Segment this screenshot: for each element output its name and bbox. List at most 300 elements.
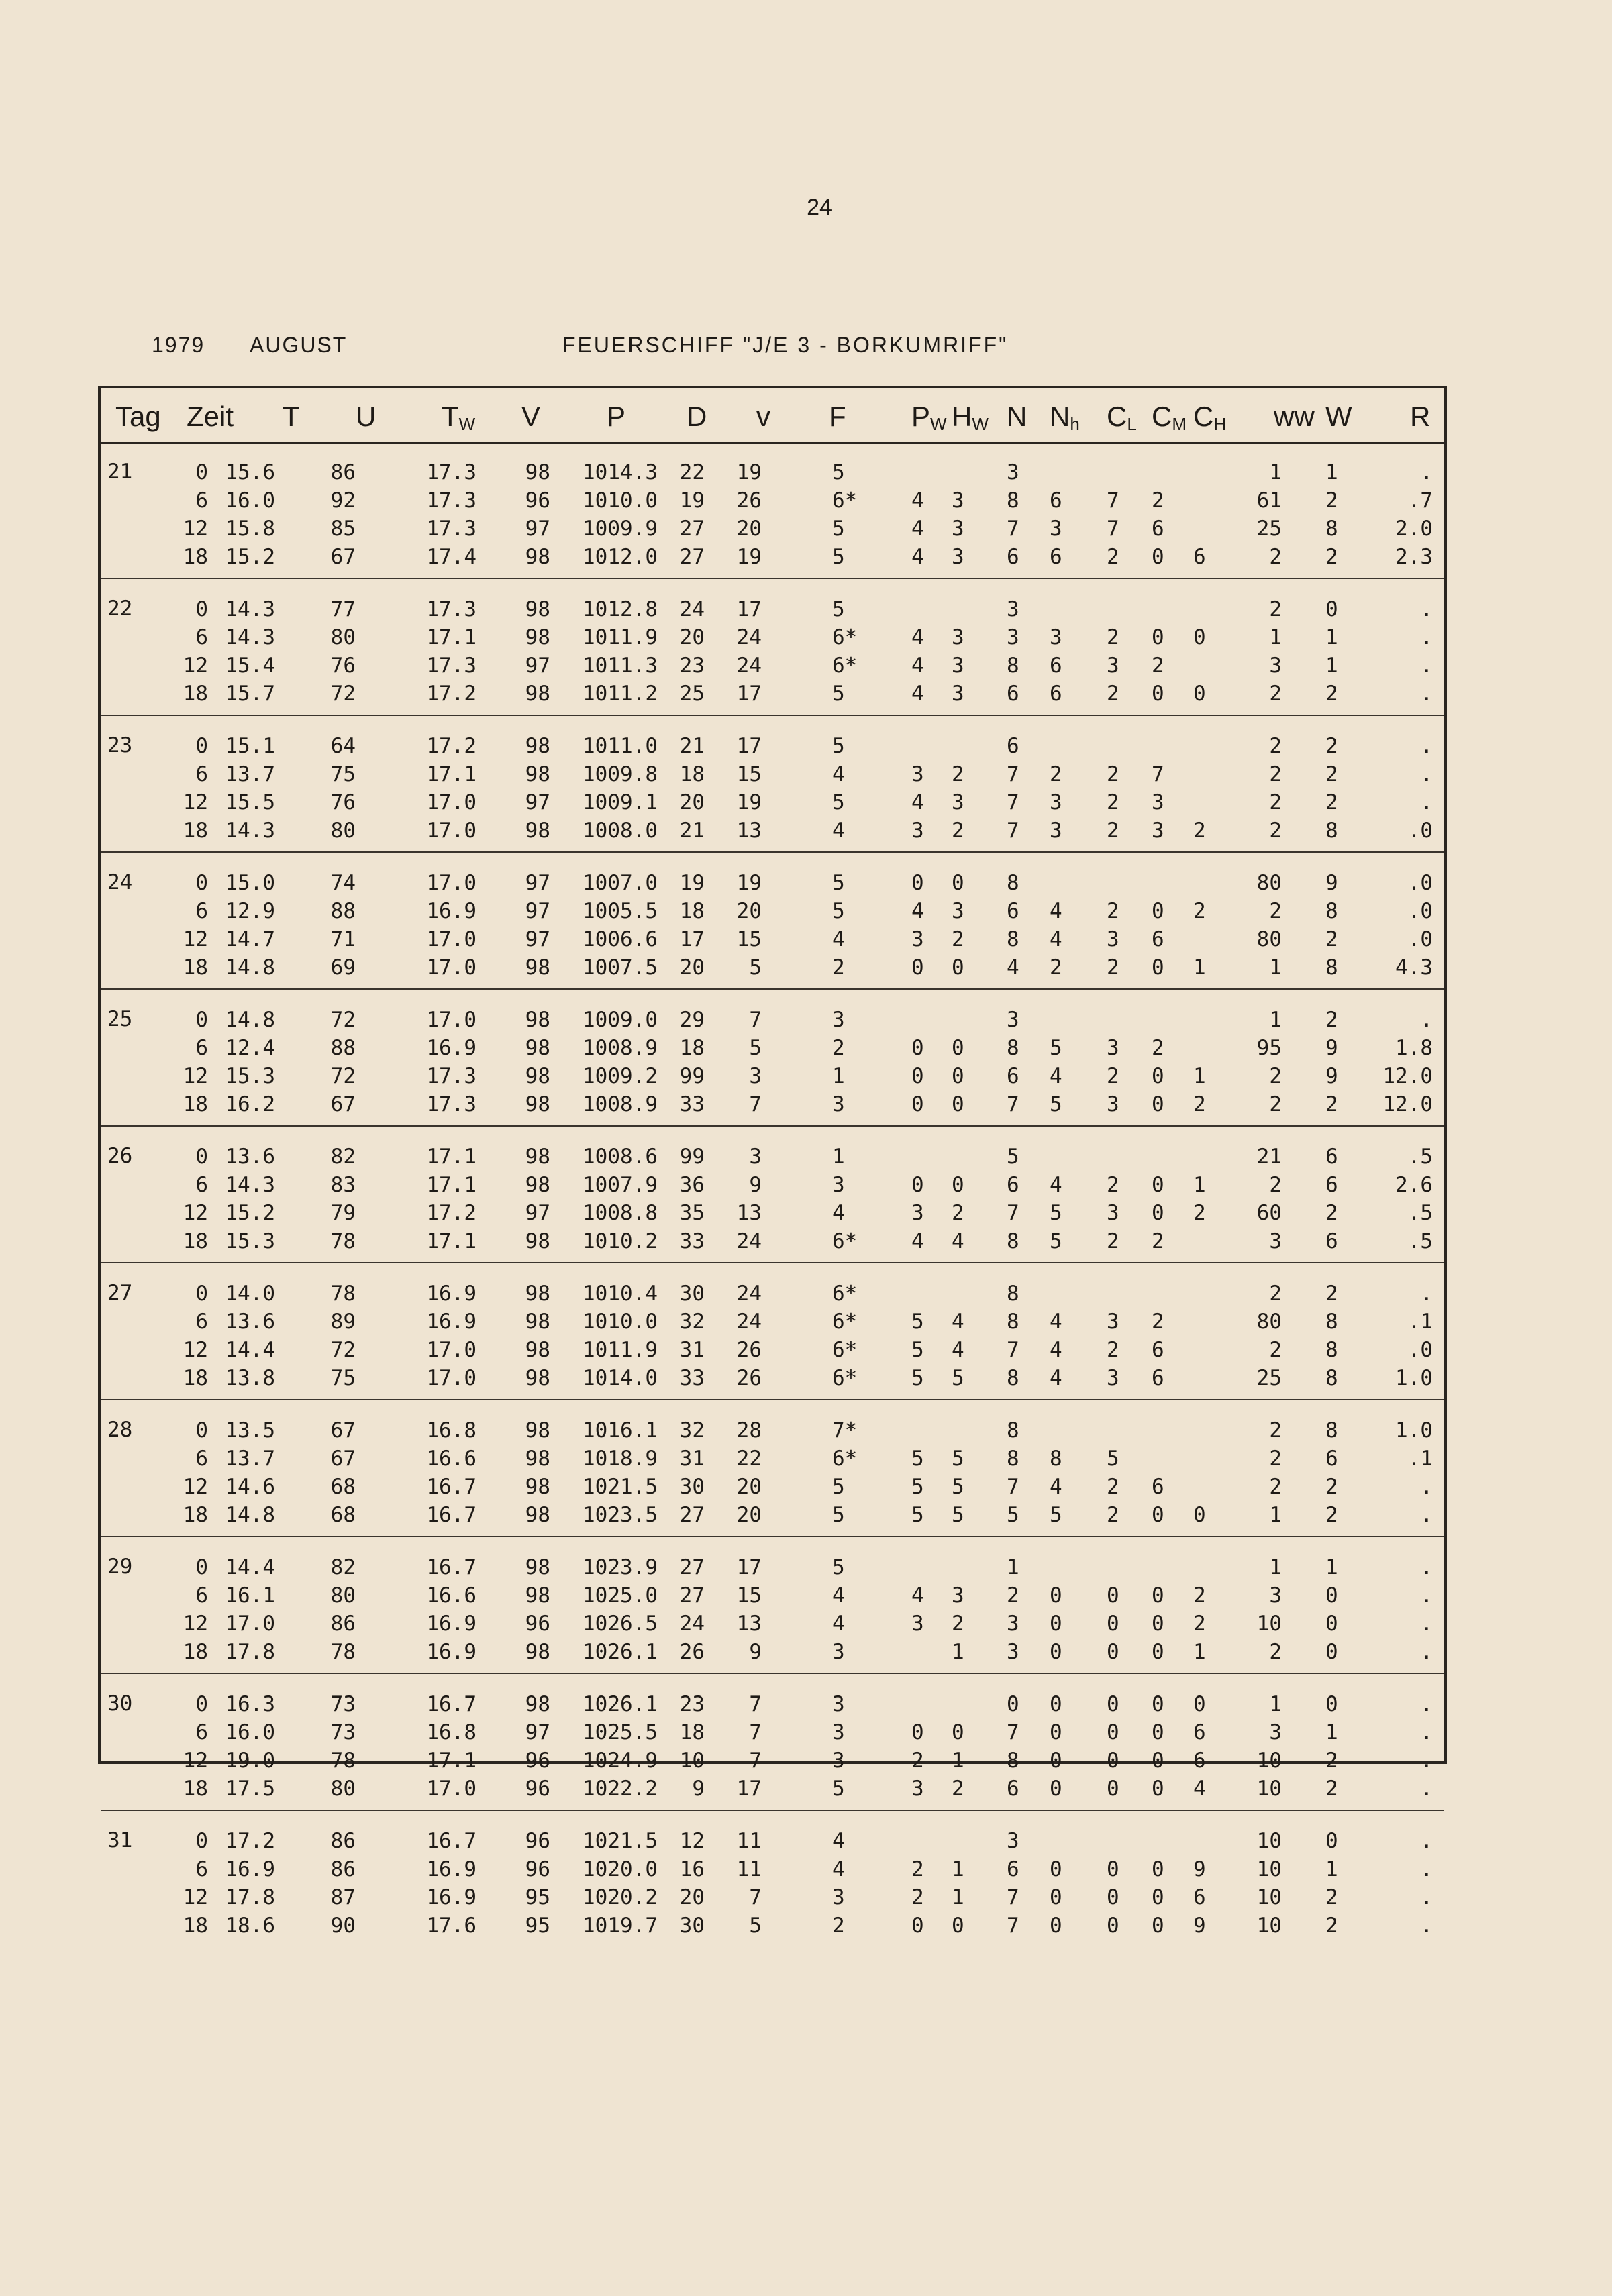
table-row: 0 15.1 64 17.2 98 1011.0 21 17 5 6 2 2 . — [101, 732, 1444, 760]
cell-U: 72 — [330, 1064, 356, 1088]
cell-V: 96 — [525, 1829, 550, 1853]
cell-ww: 2 — [1269, 545, 1282, 569]
cell-Tw: 17.1 — [426, 1749, 476, 1773]
cell-ww: 10 — [1256, 1914, 1282, 1938]
cell-ww: 2 — [1269, 1418, 1282, 1443]
cell-D: 23 — [679, 1692, 705, 1716]
cell-P: 1014.0 — [583, 1366, 658, 1390]
page-number: 24 — [807, 195, 832, 220]
cell-D: 27 — [679, 1583, 705, 1608]
cell-ww: 2 — [1269, 597, 1282, 621]
cell-V: 98 — [525, 460, 550, 484]
cell-ww: 60 — [1256, 1201, 1282, 1225]
table-row: 12 15.8 85 17.3 97 1009.9 27 20 5 4 3 7 3 7 6 25 8 2.0 — [101, 515, 1444, 543]
cell-zeit: 12 — [183, 1885, 208, 1910]
cell-P: 1008.6 — [583, 1145, 658, 1169]
cell-P: 1008.0 — [583, 819, 658, 843]
table-row: 12 15.5 76 17.0 97 1009.1 20 19 5 4 3 7 3 2 3 2 2 . — [101, 788, 1444, 817]
cell-D: 99 — [679, 1145, 705, 1169]
cell-zeit: 6 — [195, 1447, 208, 1471]
cell-v: 26 — [736, 1338, 762, 1362]
cell-zeit: 6 — [195, 1036, 208, 1060]
cell-zeit: 0 — [195, 597, 208, 621]
cell-R: . — [1420, 1612, 1433, 1636]
cell-P: 1019.7 — [583, 1914, 658, 1938]
cell-U: 74 — [330, 871, 356, 895]
cell-Tw: 17.1 — [426, 762, 476, 786]
cell-P: 1018.9 — [583, 1447, 658, 1471]
table-row: 6 16.0 92 17.3 96 1010.0 19 26 6* 4 3 8 6 7 2 61 2 .7 — [101, 486, 1444, 515]
cell-D: 30 — [679, 1282, 705, 1306]
cell-Tw: 17.3 — [426, 460, 476, 484]
cell-V: 98 — [525, 1229, 550, 1253]
day-label: 29 — [107, 1555, 133, 1579]
cell-v: 24 — [736, 1310, 762, 1334]
cell-zeit: 12 — [183, 1475, 208, 1499]
cell-T: 14.4 — [225, 1555, 275, 1579]
cell-R: .5 — [1407, 1201, 1433, 1225]
cell-ww: 1 — [1269, 1692, 1282, 1716]
day-group — [101, 1263, 1444, 1400]
table-row: 6 12.4 88 16.9 98 1008.9 18 5 2 0 0 8 5 3 2 95 9 1.8 — [101, 1034, 1444, 1062]
cell-T: 13.7 — [225, 1447, 275, 1471]
cell-zeit: 12 — [183, 517, 208, 541]
cell-D: 18 — [679, 1720, 705, 1744]
cell-R: 1.0 — [1395, 1418, 1433, 1443]
cell-D: 23 — [679, 654, 705, 678]
cell-U: 79 — [330, 1201, 356, 1225]
cell-zeit: 18 — [183, 1914, 208, 1938]
day-group — [101, 1674, 1444, 1811]
cell-v: 24 — [736, 1229, 762, 1253]
cell-T: 14.8 — [225, 1503, 275, 1527]
cell-zeit: 6 — [195, 762, 208, 786]
cell-D: 31 — [679, 1338, 705, 1362]
cell-R: . — [1420, 1692, 1433, 1716]
cell-T: 15.2 — [225, 545, 275, 569]
cell-v: 20 — [736, 1475, 762, 1499]
cell-D: 29 — [679, 1008, 705, 1032]
cell-v: 20 — [736, 899, 762, 923]
cell-V: 98 — [525, 625, 550, 649]
cell-T: 15.0 — [225, 871, 275, 895]
cell-v: 3 — [749, 1145, 762, 1169]
day-group — [101, 1537, 1444, 1674]
cell-V: 97 — [525, 927, 550, 951]
cell-U: 67 — [330, 1418, 356, 1443]
cell-D: 31 — [679, 1447, 705, 1471]
table-row: 18 17.5 80 17.0 96 1022.2 9 17 5 3 2 6 0 0 0 4 10 2 . — [101, 1775, 1444, 1803]
cell-Tw: 17.1 — [426, 1145, 476, 1169]
cell-R: . — [1420, 790, 1433, 815]
cell-R: .5 — [1407, 1145, 1433, 1169]
cell-T: 16.2 — [225, 1092, 275, 1116]
cell-V: 98 — [525, 1338, 550, 1362]
cell-Tw: 16.7 — [426, 1829, 476, 1853]
cell-v: 19 — [736, 871, 762, 895]
cell-V: 98 — [525, 734, 550, 758]
cell-T: 12.9 — [225, 899, 275, 923]
cell-P: 1011.3 — [583, 654, 658, 678]
cell-V: 98 — [525, 1092, 550, 1116]
cell-U: 80 — [330, 625, 356, 649]
table-row: 12 17.8 87 16.9 95 1020.2 20 7 3 2 1 7 0 0 0 6 10 2 . — [101, 1883, 1444, 1912]
cell-U: 67 — [330, 1447, 356, 1471]
cell-v: 7 — [749, 1749, 762, 1773]
cell-ww: 10 — [1256, 1749, 1282, 1773]
cell-U: 76 — [330, 790, 356, 815]
cell-R: . — [1420, 1503, 1433, 1527]
cell-Tw: 16.9 — [426, 1612, 476, 1636]
table-row: 18 18.6 90 17.6 95 1019.7 30 5 2 0 0 7 0 0 0 9 10 2 . — [101, 1912, 1444, 1940]
cell-v: 20 — [736, 517, 762, 541]
cell-P: 1008.8 — [583, 1201, 658, 1225]
cell-v: 7 — [749, 1008, 762, 1032]
cell-V: 98 — [525, 1447, 550, 1471]
cell-V: 98 — [525, 1282, 550, 1306]
cell-P: 1010.0 — [583, 1310, 658, 1334]
cell-v: 15 — [736, 762, 762, 786]
cell-T: 14.3 — [225, 597, 275, 621]
cell-Tw: 17.1 — [426, 1173, 476, 1197]
cell-U: 73 — [330, 1720, 356, 1744]
cell-v: 5 — [749, 1914, 762, 1938]
cell-v: 26 — [736, 488, 762, 513]
cell-D: 10 — [679, 1749, 705, 1773]
cell-P: 1010.0 — [583, 488, 658, 513]
cell-zeit: 6 — [195, 1583, 208, 1608]
cell-zeit: 6 — [195, 625, 208, 649]
cell-zeit: 18 — [183, 1229, 208, 1253]
cell-Tw: 17.3 — [426, 654, 476, 678]
cell-Tw: 17.2 — [426, 682, 476, 706]
cell-P: 1008.9 — [583, 1092, 658, 1116]
day-label: 23 — [107, 733, 133, 758]
cell-Tw: 16.6 — [426, 1583, 476, 1608]
cell-v: 17 — [736, 682, 762, 706]
day-label: 21 — [107, 460, 133, 484]
table-row: 6 14.3 80 17.1 98 1011.9 20 24 6* 4 3 3 3 2 0 0 1 1 . — [101, 623, 1444, 651]
cell-V: 98 — [525, 1008, 550, 1032]
cell-U: 80 — [330, 819, 356, 843]
table-row: 18 15.2 67 17.4 98 1012.0 27 19 5 4 3 6 6 2 0 6 2 2 2.3 — [101, 543, 1444, 571]
table-row: 6 13.7 67 16.6 98 1018.9 31 22 6* 5 5 8 8 5 2 6 .1 — [101, 1445, 1444, 1473]
cell-D: 99 — [679, 1064, 705, 1088]
cell-D: 18 — [679, 1036, 705, 1060]
cell-D: 21 — [679, 819, 705, 843]
cell-D: 35 — [679, 1201, 705, 1225]
cell-D: 20 — [679, 1885, 705, 1910]
cell-zeit: 18 — [183, 1092, 208, 1116]
cell-T: 19.0 — [225, 1749, 275, 1773]
cell-Tw: 17.2 — [426, 734, 476, 758]
cell-ww: 3 — [1269, 1229, 1282, 1253]
cell-V: 98 — [525, 1418, 550, 1443]
cell-Tw: 17.1 — [426, 1229, 476, 1253]
table-row: 6 16.1 80 16.6 98 1025.0 27 15 4 4 3 2 0 0 0 2 3 0 . — [101, 1581, 1444, 1610]
cell-D: 18 — [679, 899, 705, 923]
cell-P: 1022.2 — [583, 1777, 658, 1801]
cell-ww: 25 — [1256, 1366, 1282, 1390]
cell-T: 14.8 — [225, 955, 275, 980]
cell-zeit: 12 — [183, 1064, 208, 1088]
cell-V: 98 — [525, 1475, 550, 1499]
cell-zeit: 0 — [195, 1555, 208, 1579]
cell-V: 97 — [525, 899, 550, 923]
cell-zeit: 18 — [183, 819, 208, 843]
cell-R: .0 — [1407, 899, 1433, 923]
cell-V: 96 — [525, 1777, 550, 1801]
cell-zeit: 6 — [195, 1857, 208, 1881]
cell-R: 1.0 — [1395, 1366, 1433, 1390]
cell-U: 72 — [330, 1008, 356, 1032]
cell-R: .0 — [1407, 1338, 1433, 1362]
cell-P: 1009.2 — [583, 1064, 658, 1088]
cell-R: .1 — [1407, 1310, 1433, 1334]
day-label: 25 — [107, 1007, 133, 1031]
cell-D: 27 — [679, 1503, 705, 1527]
cell-ww: 3 — [1269, 654, 1282, 678]
table-row: 0 14.4 82 16.7 98 1023.9 27 17 5 1 1 1 . — [101, 1553, 1444, 1581]
cell-T: 17.0 — [225, 1612, 275, 1636]
cell-v: 13 — [736, 1612, 762, 1636]
cell-P: 1025.0 — [583, 1583, 658, 1608]
cell-D: 27 — [679, 1555, 705, 1579]
cell-P: 1011.9 — [583, 1338, 658, 1362]
cell-v: 5 — [749, 955, 762, 980]
cell-T: 16.0 — [225, 488, 275, 513]
cell-ww: 2 — [1269, 1447, 1282, 1471]
cell-D: 20 — [679, 955, 705, 980]
cell-zeit: 0 — [195, 1282, 208, 1306]
table-row: 12 14.4 72 17.0 98 1011.9 31 26 6* 5 4 7 4 2 6 2 8 .0 — [101, 1336, 1444, 1364]
cell-ww: 10 — [1256, 1829, 1282, 1853]
cell-P: 1007.9 — [583, 1173, 658, 1197]
cell-U: 82 — [330, 1555, 356, 1579]
cell-P: 1023.5 — [583, 1503, 658, 1527]
cell-U: 68 — [330, 1475, 356, 1499]
cell-Tw: 16.7 — [426, 1475, 476, 1499]
cell-zeit: 0 — [195, 871, 208, 895]
cell-T: 14.4 — [225, 1338, 275, 1362]
cell-T: 15.7 — [225, 682, 275, 706]
cell-R: . — [1420, 734, 1433, 758]
cell-P: 1011.9 — [583, 625, 658, 649]
cell-U: 67 — [330, 545, 356, 569]
cell-Tw: 17.0 — [426, 1777, 476, 1801]
cell-D: 27 — [679, 517, 705, 541]
cell-R: .0 — [1407, 927, 1433, 951]
cell-U: 64 — [330, 734, 356, 758]
day-label: 22 — [107, 596, 133, 621]
cell-ww: 2 — [1269, 734, 1282, 758]
cell-zeit: 12 — [183, 1612, 208, 1636]
cell-D: 33 — [679, 1229, 705, 1253]
cell-U: 80 — [330, 1583, 356, 1608]
cell-ww: 2 — [1269, 1173, 1282, 1197]
cell-T: 16.9 — [225, 1857, 275, 1881]
cell-ww: 80 — [1256, 1310, 1282, 1334]
table-row: 6 16.0 73 16.8 97 1025.5 18 7 3 0 0 7 0 0 0 6 3 1 . — [101, 1718, 1444, 1746]
cell-R: .0 — [1407, 871, 1433, 895]
cell-U: 92 — [330, 488, 356, 513]
header-title: FEUERSCHIFF "J/E 3 - BORKUMRIFF" — [562, 333, 1009, 357]
cell-Tw: 16.9 — [426, 1885, 476, 1910]
table-row: 0 15.6 86 17.3 98 1014.3 22 19 5 3 1 1 . — [101, 458, 1444, 486]
table-row: 12 19.0 78 17.1 96 1024.9 10 7 3 2 1 8 0 0 0 6 10 2 . — [101, 1746, 1444, 1775]
cell-v: 13 — [736, 1201, 762, 1225]
weather-observation-table — [98, 386, 1447, 1938]
cell-Tw: 16.9 — [426, 1310, 476, 1334]
cell-P: 1007.5 — [583, 955, 658, 980]
cell-ww: 1 — [1269, 1555, 1282, 1579]
cell-U: 82 — [330, 1145, 356, 1169]
cell-V: 98 — [525, 762, 550, 786]
cell-R: .0 — [1407, 819, 1433, 843]
cell-v: 15 — [736, 1583, 762, 1608]
cell-ww: 10 — [1256, 1612, 1282, 1636]
cell-D: 33 — [679, 1092, 705, 1116]
cell-zeit: 0 — [195, 1829, 208, 1853]
cell-D: 33 — [679, 1366, 705, 1390]
cell-T: 14.7 — [225, 927, 275, 951]
cell-v: 11 — [736, 1829, 762, 1853]
cell-P: 1011.0 — [583, 734, 658, 758]
table-row: 6 13.6 89 16.9 98 1010.0 32 24 6* 5 4 8 4 3 2 80 8 .1 — [101, 1308, 1444, 1336]
cell-R: .5 — [1407, 1229, 1433, 1253]
cell-T: 16.1 — [225, 1583, 275, 1608]
cell-v: 7 — [749, 1092, 762, 1116]
cell-zeit: 6 — [195, 488, 208, 513]
table-row: 0 17.2 86 16.7 96 1021.5 12 11 4 3 10 0 . — [101, 1827, 1444, 1855]
table-row: 6 13.7 75 17.1 98 1009.8 18 15 4 3 2 7 2 2 7 2 2 . — [101, 760, 1444, 788]
cell-P: 1016.1 — [583, 1418, 658, 1443]
cell-P: 1010.2 — [583, 1229, 658, 1253]
cell-D: 24 — [679, 597, 705, 621]
cell-v: 24 — [736, 625, 762, 649]
cell-v: 20 — [736, 1503, 762, 1527]
cell-v: 7 — [749, 1885, 762, 1910]
cell-D: 12 — [679, 1829, 705, 1853]
cell-v: 17 — [736, 734, 762, 758]
cell-zeit: 6 — [195, 899, 208, 923]
cell-P: 1012.8 — [583, 597, 658, 621]
cell-ww: 1 — [1269, 460, 1282, 484]
cell-T: 16.3 — [225, 1692, 275, 1716]
cell-P: 1007.0 — [583, 871, 658, 895]
cell-T: 15.3 — [225, 1229, 275, 1253]
cell-U: 72 — [330, 1338, 356, 1362]
table-row: 18 14.8 68 16.7 98 1023.5 27 20 5 5 5 5 5 2 0 0 1 2 . — [101, 1501, 1444, 1529]
cell-T: 13.7 — [225, 762, 275, 786]
cell-R: . — [1420, 1749, 1433, 1773]
cell-T: 15.5 — [225, 790, 275, 815]
cell-Tw: 17.0 — [426, 955, 476, 980]
cell-V: 98 — [525, 1640, 550, 1664]
cell-ww: 2 — [1269, 1064, 1282, 1088]
cell-v: 7 — [749, 1692, 762, 1716]
cell-ww: 1 — [1269, 955, 1282, 980]
cell-V: 97 — [525, 517, 550, 541]
cell-P: 1023.9 — [583, 1555, 658, 1579]
cell-V: 98 — [525, 1145, 550, 1169]
cell-U: 75 — [330, 762, 356, 786]
table-row: 12 14.6 68 16.7 98 1021.5 30 20 5 5 5 7 4 2 6 2 2 . — [101, 1473, 1444, 1501]
table-row: 12 15.3 72 17.3 98 1009.2 99 3 1 0 0 6 4 2 0 1 2 9 12.0 — [101, 1062, 1444, 1090]
cell-ww: 25 — [1256, 517, 1282, 541]
cell-R: 12.0 — [1382, 1064, 1433, 1088]
cell-D: 20 — [679, 790, 705, 815]
cell-ww: 10 — [1256, 1777, 1282, 1801]
cell-Tw: 17.0 — [426, 790, 476, 815]
cell-ww: 80 — [1256, 871, 1282, 895]
cell-R: .1 — [1407, 1447, 1433, 1471]
cell-Tw: 17.3 — [426, 488, 476, 513]
cell-R: . — [1420, 682, 1433, 706]
cell-U: 76 — [330, 654, 356, 678]
table-row: 18 15.7 72 17.2 98 1011.2 25 17 5 4 3 6 6 2 0 0 2 2 . — [101, 680, 1444, 708]
cell-U: 89 — [330, 1310, 356, 1334]
cell-R: . — [1420, 1282, 1433, 1306]
cell-zeit: 12 — [183, 1338, 208, 1362]
cell-Tw: 16.7 — [426, 1503, 476, 1527]
cell-V: 98 — [525, 1064, 550, 1088]
cell-zeit: 18 — [183, 1503, 208, 1527]
cell-T: 15.6 — [225, 460, 275, 484]
cell-zeit: 18 — [183, 1640, 208, 1664]
cell-U: 88 — [330, 1036, 356, 1060]
cell-v: 24 — [736, 1282, 762, 1306]
cell-R: 4.3 — [1395, 955, 1433, 980]
cell-U: 80 — [330, 1777, 356, 1801]
cell-ww: 2 — [1269, 819, 1282, 843]
day-label: 31 — [107, 1828, 133, 1853]
cell-T: 13.6 — [225, 1310, 275, 1334]
cell-v: 3 — [749, 1064, 762, 1088]
cell-T: 13.5 — [225, 1418, 275, 1443]
cell-D: 19 — [679, 871, 705, 895]
cell-ww: 80 — [1256, 927, 1282, 951]
day-label: 28 — [107, 1418, 133, 1442]
cell-ww: 3 — [1269, 1720, 1282, 1744]
cell-R: .7 — [1407, 488, 1433, 513]
cell-P: 1026.1 — [583, 1692, 658, 1716]
cell-zeit: 0 — [195, 460, 208, 484]
header-month: AUGUST — [250, 333, 348, 357]
cell-D: 24 — [679, 1612, 705, 1636]
cell-T: 17.8 — [225, 1640, 275, 1664]
cell-R: . — [1420, 597, 1433, 621]
cell-U: 87 — [330, 1885, 356, 1910]
cell-P: 1009.0 — [583, 1008, 658, 1032]
cell-T: 14.3 — [225, 819, 275, 843]
cell-R: . — [1420, 1008, 1433, 1032]
cell-ww: 10 — [1256, 1857, 1282, 1881]
cell-v: 24 — [736, 654, 762, 678]
cell-D: 30 — [679, 1914, 705, 1938]
cell-zeit: 18 — [183, 545, 208, 569]
cell-T: 17.2 — [225, 1829, 275, 1853]
cell-Tw: 17.3 — [426, 597, 476, 621]
cell-R: . — [1420, 1475, 1433, 1499]
cell-zeit: 6 — [195, 1310, 208, 1334]
cell-V: 98 — [525, 819, 550, 843]
day-group — [101, 1127, 1444, 1263]
table-row: 12 17.0 86 16.9 96 1026.5 24 13 4 3 2 3 0 0 0 2 10 0 . — [101, 1610, 1444, 1638]
cell-v: 17 — [736, 597, 762, 621]
cell-zeit: 12 — [183, 927, 208, 951]
table-row: 0 15.0 74 17.0 97 1007.0 19 19 5 0 0 8 80 9 .0 — [101, 869, 1444, 897]
